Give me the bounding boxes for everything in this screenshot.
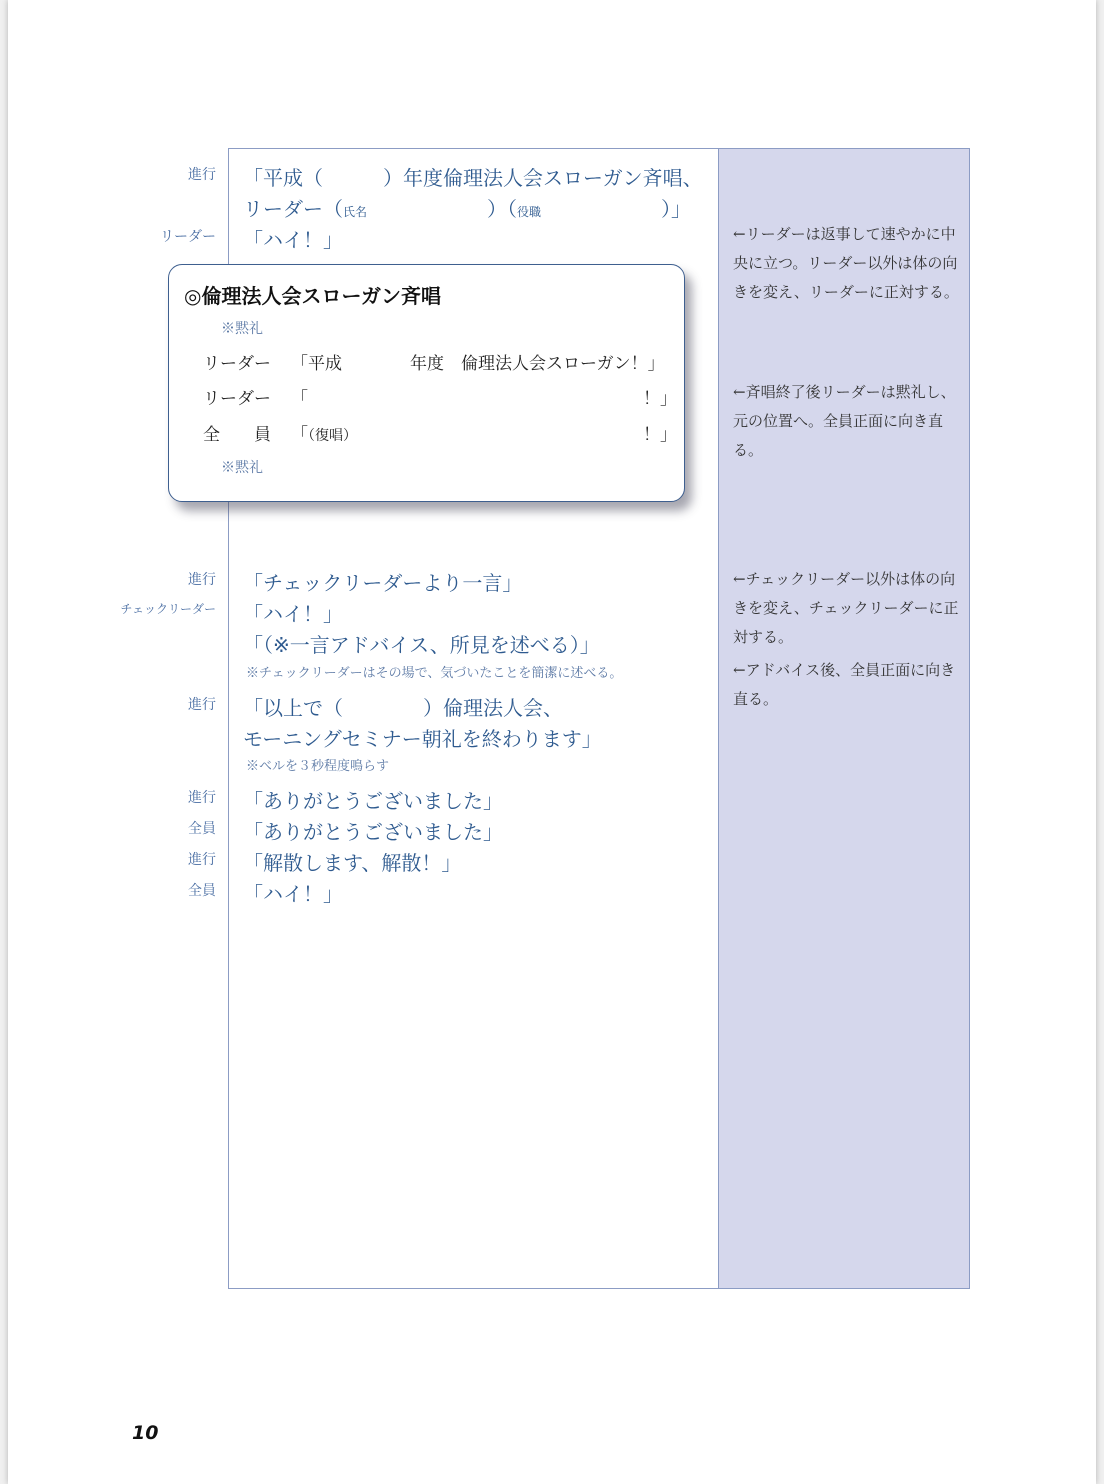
speaker-label-all: 全員	[188, 883, 216, 899]
script-line-advice: 「（※一言アドバイス、所見を述べる）」	[243, 633, 600, 657]
stage-note-3: ←チェックリーダー以外は体の向きを変え、チェックリーダーに正対する。	[733, 570, 959, 646]
row-open: 「	[291, 389, 308, 409]
row-repeat-note: （復唱）	[308, 428, 357, 444]
speaker-label-progress: 進行	[188, 697, 216, 713]
row-speaker: リーダー	[203, 389, 271, 409]
row-close: ！」	[643, 389, 677, 409]
bow-note-top: ※黙礼	[221, 321, 263, 337]
stage-note-2: ←斉唱終了後リーダーは黙礼し、元の位置へ。全員正面に向き直る。	[733, 383, 956, 459]
row-text: 「平成 年度 倫理法人会スローガン！」	[291, 354, 665, 374]
speaker-label-progress: 進行	[188, 852, 216, 868]
role-placeholder: 役職	[517, 205, 542, 219]
speaker-label-leader: リーダー	[160, 229, 216, 245]
script-line-closing-1: 「以上で（ ）倫理法人会、	[243, 696, 563, 720]
speaker-label-progress: 進行	[188, 790, 216, 806]
page-number: 10	[132, 1422, 159, 1444]
row-close: ！」	[643, 425, 677, 445]
slogan-row-2	[203, 384, 677, 409]
stage-note-4: ←アドバイス後、全員正面に向き直る。	[733, 661, 956, 708]
script-line-dismiss: 「解散します、解散！」	[243, 851, 462, 875]
slogan-box	[168, 264, 685, 502]
speaker-label-all: 全員	[188, 821, 216, 837]
bow-note-bottom: ※黙礼	[221, 460, 263, 476]
row-speaker: リーダー	[203, 354, 271, 374]
slogan-row-1	[203, 349, 665, 374]
slogan-box-title: ◎倫理法人会スローガン斉唱	[184, 284, 442, 308]
script-line-hai-final: 「ハイ！」	[243, 882, 343, 906]
script-line-hai: 「ハイ！」	[243, 602, 343, 626]
row-speaker: 全 員	[203, 425, 271, 445]
script-line-check-leader: 「チェックリーダーより一言」	[243, 571, 523, 595]
stage-note-1: ←リーダーは返事して速やかに中央に立つ。リーダー以外は体の向きを変え、リーダーに正対する。	[733, 225, 959, 301]
script-line-hai: 「ハイ！」	[243, 228, 343, 252]
script-line-leader-name	[243, 193, 691, 222]
slogan-row-3	[203, 420, 677, 445]
script-line-slogan-intro: 「平成（ ）年度倫理法人会スローガン斉唱、	[243, 166, 703, 190]
speaker-label-progress: 進行	[188, 572, 216, 588]
script-line-thanks: 「ありがとうございました」	[243, 789, 503, 813]
bell-note: ※ベルを３秒程度鳴らす	[246, 759, 390, 774]
leader-call-text: リーダー（	[243, 197, 343, 221]
name-placeholder: 氏名	[343, 205, 368, 219]
close-text: ）」	[661, 197, 692, 221]
row-open-wrap	[291, 420, 357, 445]
speaker-label-check-leader: チェックリーダー	[120, 602, 216, 616]
script-line-thanks-all: 「ありがとうございました」	[243, 820, 503, 844]
speaker-label-progress: 進行	[188, 167, 216, 183]
paren-text: ）（	[487, 197, 518, 221]
advice-note: ※チェックリーダーはその場で、気づいたことを簡潔に述べる。	[246, 666, 623, 681]
notes-column	[718, 148, 970, 1289]
script-line-closing-2: モーニングセミナー朝礼を終わります」	[243, 727, 602, 751]
row-open: 「	[291, 425, 308, 445]
